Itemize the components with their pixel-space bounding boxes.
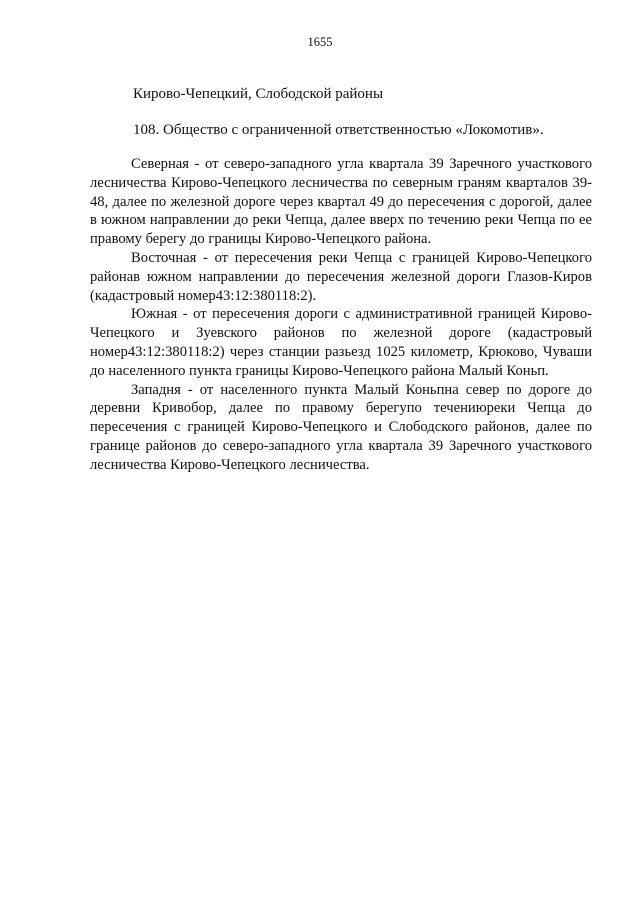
organization-title: 108. Общество с ограниченной ответственностью «Локомотив». — [133, 122, 544, 138]
boundary-description — [90, 155, 592, 475]
paragraph-south-boundary: Южная - от пересечения дороги с административной границей Кирово-Чепецкого и Зуевского районов по железной дороге (кадастровый номер43:12:380118:2) через станции разьезд 1025 километр, Крюково, Чуваши до населенного пункта границы Кирово-Чепецкого района Малый Коньп. — [90, 306, 592, 379]
paragraph-north-boundary: Северная - от северо-западного угла квартала 39 Заречного участкового лесничества Кирово-Чепецкого лесничества по северным граням кварталов 39-48, далее по железной дороге через квартал 49 до пересечения с дорогой, далее в южном направлении до реки Чепца, далее вверх по течению реки Чепца по ее правому берегу до границы Кирово-Чепецкого района. — [90, 156, 592, 248]
district-heading: Кирово-Чепецкий, Слободской районы — [133, 86, 384, 102]
paragraph-east-boundary: Восточная - от пересечения реки Чепца с границей Кирово-Чепецкого районав южном направлении до пересечения железной дороги Глазов-Киров (кадастровый номер43:12:380118:2). — [90, 249, 592, 304]
paragraph-west-boundary: Западня - от населенного пункта Малый Коньпна север по дороге до деревни Кривобор, далее по правому берегупо течениюреки Чепца до пересечения с границей Кирово-Чепецкого и Слободского районов, далее по границе районов до северо-западного угла квартала 39 Заречного участкового лесничества Кирово-Чепецкого лесничества. — [90, 381, 592, 473]
page-number: 1655 — [307, 35, 333, 49]
